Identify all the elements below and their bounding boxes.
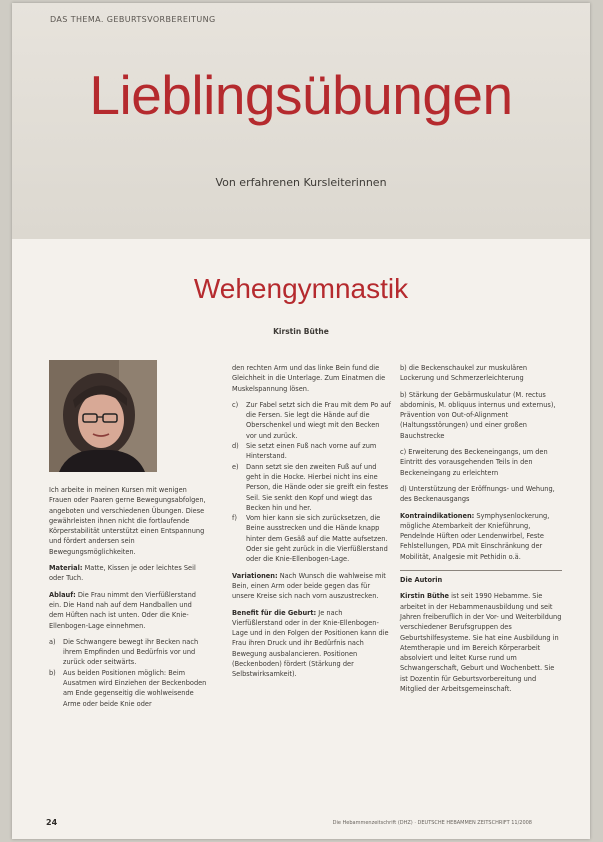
kontra-label: Kontraindikationen: — [400, 511, 475, 520]
footer-line: Die Hebammenzeitschrift (DHZ) · DEUTSCHE HEBAMMEN ZEITSCHRIFT 11/2008 — [332, 820, 532, 826]
material-label: Material: — [49, 564, 83, 573]
continued-paragraph: den rechten Arm und das linke Bein fund die Gleichheit in die Unterlage. Zum Einatmen die Muskelspannung lösen. — [232, 364, 386, 393]
article-title: Wehengymnastik — [193, 273, 409, 304]
ablauf-paragraph — [49, 590, 207, 631]
magazine-page — [12, 3, 590, 839]
effect-line: d) Unterstützung der Eröffnungs- und Wehung, des Beckenausgangs — [400, 484, 555, 504]
bio-name: Kirstin Büthe — [400, 592, 449, 601]
page-subtitle: Von erfahrenen Kursleiterinnen — [215, 176, 387, 189]
ablauf-list-1 — [49, 637, 207, 709]
variation-paragraph — [232, 571, 392, 602]
section-kicker: DAS THEMA. GEBURTSVORBEREITUNG — [50, 15, 216, 24]
column-2 — [232, 363, 392, 686]
kontra-text: Symphysenlockerung, mögliche Atembarkeit der Knieführung, Pendelnde Hüften oder Lendenwirbel, Feste Fehlstellungen, PDA mit Einschränkung der Mobilität, Analgesie mit Pethidin o.ä. — [400, 511, 550, 561]
benefit-paragraph — [232, 608, 392, 680]
benefit-label: Benefit für die Geburt: — [232, 608, 317, 617]
author-portrait-image — [49, 360, 157, 472]
list-item: c) Zur Fabel setzt sich die Frau mit dem Po auf die Fersen. Sie legt die Hände auf die Oberschenkel und wiegt mit den Becken vor und zurück. — [232, 400, 391, 440]
list-item: b) Aus beiden Positionen möglich: Beim Ausatmen wird Einziehen der Beckenboden am Ende gegenseitig die wohlweisende Arme oder beide Knie oder — [49, 668, 207, 708]
ablauf-text: Die Frau nimmt den Vierfüßlerstand ein. Die Hand nah auf dem Handballen und dem Hüften nach ist unten. Oder die Knie-Ellenbogen-Lage einnehmen. — [49, 590, 196, 630]
list-item: a) Die Schwangere bewegt ihr Becken nach ihrem Empfinden und Bedürfnis vor und zurück oder seitwärts. — [49, 637, 199, 667]
article-author: Kirstin Büthe — [273, 327, 329, 336]
variation-text: Nach Wunsch die wahlweise mit Bein, einen Arm oder beide gegen das für unsere Kreise sich nach vorn auszustrecken. — [232, 571, 386, 601]
effect-line: b) die Beckenschaukel zur muskulären Lockerung und Schmerzerleichterung — [400, 364, 528, 383]
material-paragraph — [49, 563, 207, 584]
list-item: e) Dann setzt sie den zweiten Fuß auf und geht in die Hocke. Hierbei nicht ins eine Person, die Hände oder sie greift ein festes Seil. Sie senkt den Kopf und wiegt das Becken hin und her. — [232, 462, 389, 512]
author-photo — [49, 360, 157, 472]
intro-paragraph: Ich arbeite in meinen Kursen mit wenigen Frauen oder Paaren gerne Bewegungsabfolgen, angeboten und verschiedenen Übungen. Diese gewährleisten ihnen nicht die fortlaufende Körperstabilität unterstützt einen Entspannung und fördert andersen sein Bewegungsmöglichkeiten. — [49, 486, 206, 556]
bio-text: ist seit 1990 Hebamme. Sie arbeitet in der Hebammenausbildung und seit Jahren freiberuflich in der Vor- und Weiterbildung verschiedener Berufsgruppen des Geburtshilfesysteme. Sie hat eine Ausbildung in Atemtherapie und im Bereich Körperarbeit absolviert und leitet Kurse rund um Schwangerschaft, Geburt und Wochenbett. Sie ist Dozentin für Geburtsvorbereitung und Mitglied der Arbeitsgemeinschaft. — [400, 592, 562, 694]
bio-divider — [400, 570, 562, 571]
effect-line: b) Stärkung der Gebärmuskulatur (M. rectus abdominis, M. obliquus internus und externus), Prävention von Out-of-Alignment (Haltungsstörungen) und einer großen Bauchstrecke — [400, 390, 556, 440]
benefit-text: Je nach Vierfüßlerstand oder in der Knie-Ellenbogen-Lage und in den Folgen der Positionen kann die Frau ihren Druck und ihr Bedürfnis nach Bewegung ausbalancieren. Positionen (Beckenboden) fördert (Stärkung der Selbstwirksamkeit). — [232, 608, 389, 679]
bio-paragraph — [400, 591, 562, 694]
column-3 — [400, 363, 562, 700]
list-item: d) Sie setzt einen Fuß nach vorne auf zum Hinterstand. — [232, 442, 377, 461]
column-1 — [49, 485, 207, 715]
page-title: Lieblingsübungen — [89, 64, 513, 126]
kontra-paragraph — [400, 511, 562, 562]
ablauf-label: Ablauf: — [49, 590, 76, 599]
effect-line: c) Erweiterung des Beckeneingangs, um den Eintritt des vorausgehenden Teils in den Beckeneingang zu erleichtern — [400, 448, 548, 477]
list-item: f) Vom hier kann sie sich zurücksetzen, die Beine ausstrecken und die Hände knapp hinter dem Gesäß auf die Matte aufsetzen. Oder sie geht zurück in die Vierfüßlerstand oder die Knie-Ellenbogen-Lage. — [232, 514, 388, 564]
page-number: 24 — [46, 818, 58, 827]
bio-heading: Die Autorin — [400, 576, 443, 585]
ablauf-list-2 — [232, 400, 392, 565]
variation-label: Variationen: — [232, 571, 278, 580]
material-text: Matte, Kissen je oder leichtes Seil oder Tuch. — [49, 564, 196, 583]
